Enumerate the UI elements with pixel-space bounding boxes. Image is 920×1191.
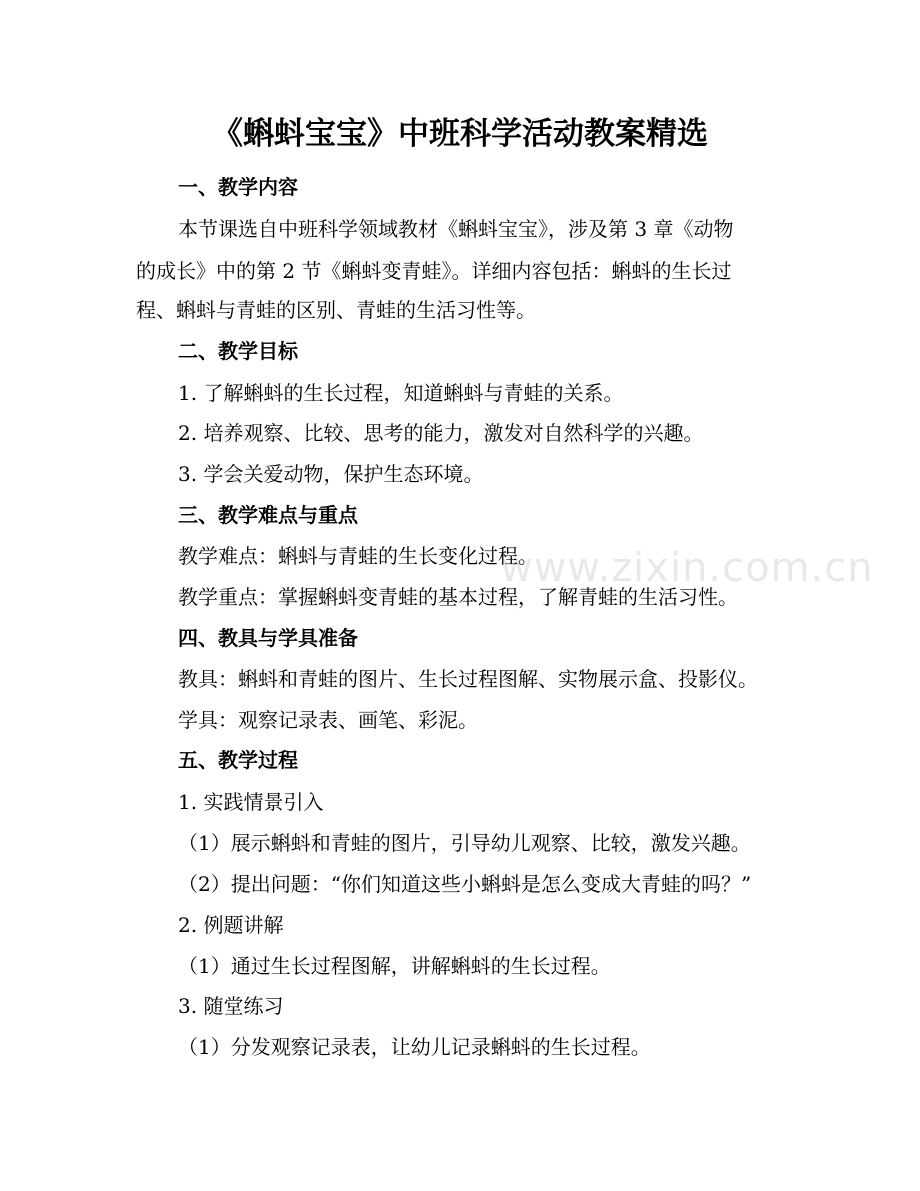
document-title: 《蝌蚪宝宝》中班科学活动教案精选 (212, 116, 708, 152)
content-para-line-3: 程、蝌蚪与青蛙的区别、青蛙的生活习性等。 (136, 298, 536, 322)
section-heading-goals: 二、教学目标 (178, 339, 298, 363)
process-line-2: （1）展示蝌蚪和青蛙的图片，引导幼儿观察、比较，激发兴趣。 (178, 831, 751, 855)
watermark: www.zixin.com.cn (500, 545, 874, 591)
section-heading-content: 一、教学内容 (178, 175, 298, 199)
process-line-7: （1）分发观察记录表，让幼儿记录蝌蚪的生长过程。 (178, 1035, 651, 1059)
learning-tools-text: 学具：观察记录表、画笔、彩泥。 (178, 708, 478, 732)
goal-item-2: 2. 培养观察、比较、思考的能力，激发对自然科学的兴趣。 (178, 421, 704, 445)
content-para-line-1: 本节课选自中班科学领域教材《蝌蚪宝宝》，涉及第 3 章《动物 (178, 217, 734, 241)
difficulty-text: 教学难点：蝌蚪与青蛙的生长变化过程。 (178, 544, 538, 568)
process-line-1: 1. 实践情景引入 (178, 790, 324, 814)
section-heading-difficulty: 三、教学难点与重点 (178, 503, 358, 527)
content-para-line-2: 的成长》中的第 2 节《蝌蚪变青蛙》。详细内容包括：蝌蚪的生长过 (136, 259, 732, 283)
section-heading-process: 五、教学过程 (178, 748, 298, 772)
teaching-tools-text: 教具：蝌蚪和青蛙的图片、生长过程图解、实物展示盒、投影仪。 (178, 667, 758, 691)
key-point-text: 教学重点：掌握蝌蚪变青蛙的基本过程，了解青蛙的生活习性。 (178, 585, 738, 609)
section-heading-materials: 四、教具与学具准备 (178, 626, 358, 650)
process-line-3: （2）提出问题：“你们知道这些小蝌蚪是怎么变成大青蛙的吗？” (178, 872, 752, 896)
process-line-5: （1）通过生长过程图解，讲解蝌蚪的生长过程。 (178, 954, 611, 978)
process-line-4: 2. 例题讲解 (178, 913, 284, 937)
process-line-6: 3. 随堂练习 (178, 994, 284, 1018)
goal-item-3: 3. 学会关爱动物，保护生态环境。 (178, 462, 484, 486)
goal-item-1: 1. 了解蝌蚪的生长过程，知道蝌蚪与青蛙的关系。 (178, 381, 624, 405)
